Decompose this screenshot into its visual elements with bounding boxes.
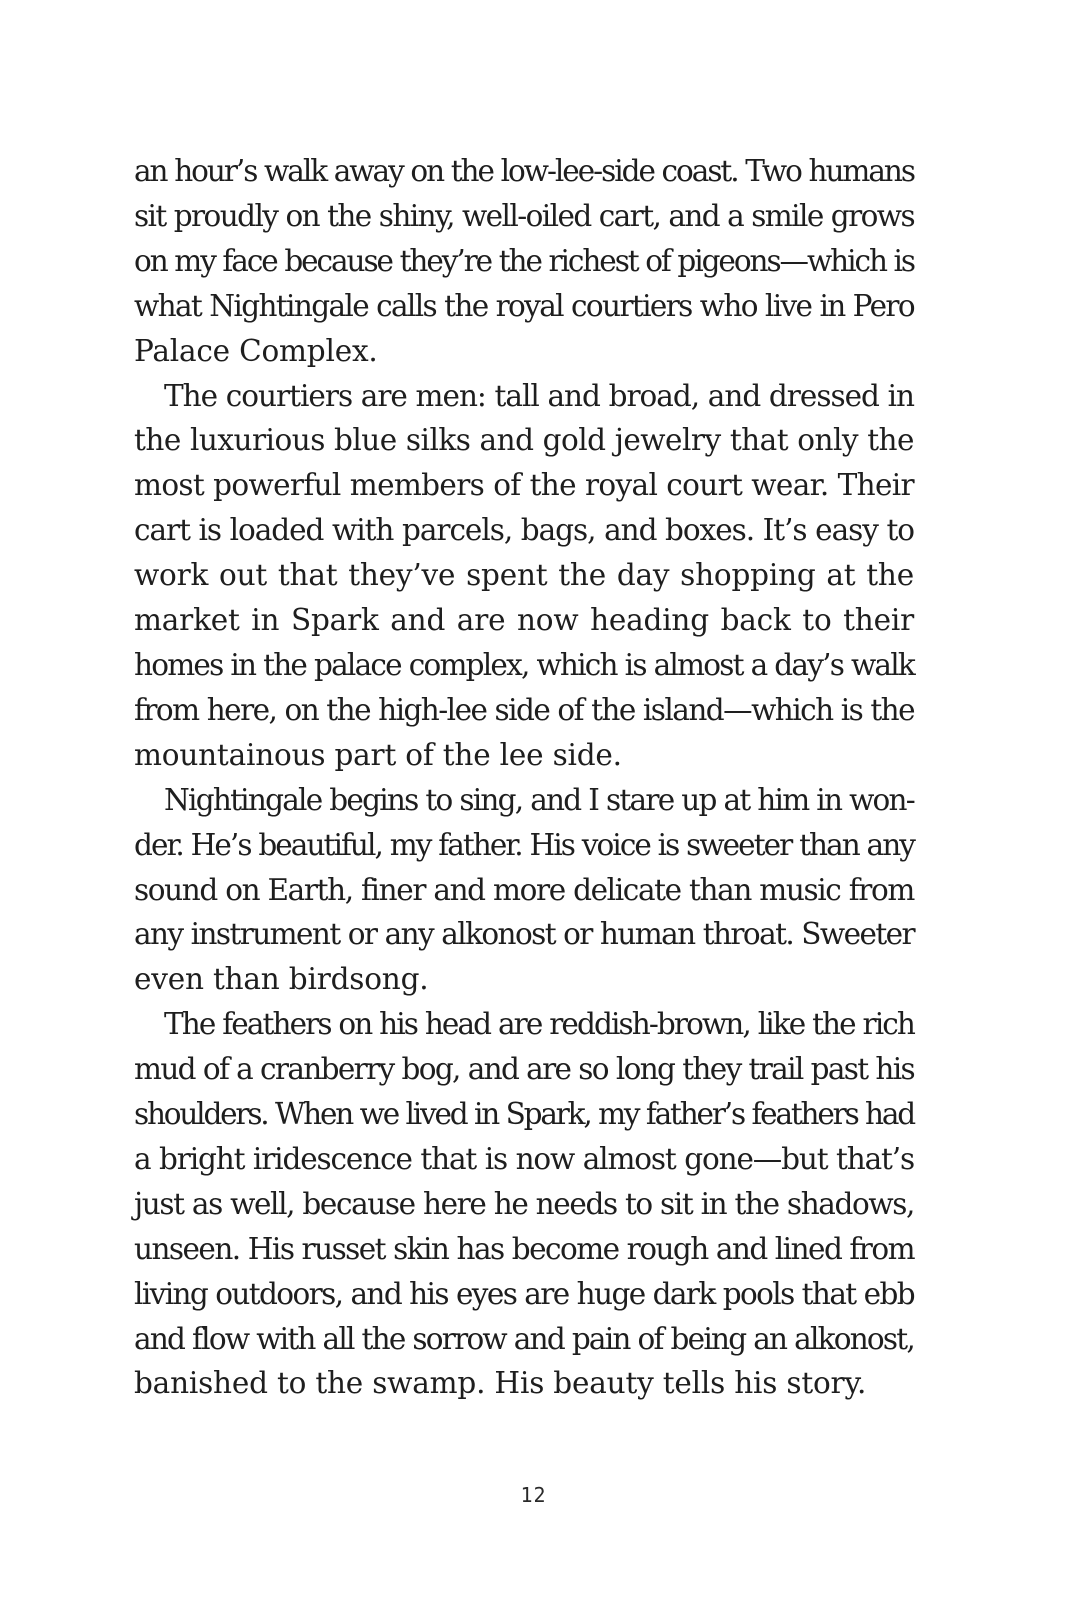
text-line: even than birdsong. — [134, 962, 429, 997]
text-line: any instrument or any alkonost or human throat. Sweeter — [134, 917, 914, 952]
text-line: sound on Earth, finer and more delicate than music from — [134, 872, 914, 907]
text-line: Nightingale begins to sing, and I stare up at him in won- — [164, 782, 914, 817]
text-line: The courtiers are men: tall and broad, and dressed in — [164, 378, 914, 413]
text-line: cart is loaded with parcels, bags, and boxes. It’s easy to — [134, 513, 914, 548]
body-text — [134, 149, 914, 1406]
text-line: a bright iridescence that is now almost gone—but that’s — [134, 1141, 914, 1176]
text-line: just as well, because here he needs to sit in the shadows, — [134, 1186, 914, 1221]
text-line: sit proudly on the shiny, well-oiled cart, and a smile grows — [134, 198, 914, 233]
text-line: on my face because they’re the richest of pigeons—which is — [134, 243, 914, 278]
page-number: 12 — [520, 1483, 547, 1507]
text-line: banished to the swamp. His beauty tells his story. — [134, 1366, 867, 1401]
text-line: mountainous part of the lee side. — [134, 737, 622, 772]
text-line: living outdoors, and his eyes are huge dark pools that ebb — [134, 1276, 914, 1311]
text-line: shoulders. When we lived in Spark, my father’s feathers had — [134, 1097, 914, 1132]
text-line: unseen. His russet skin has become rough and lined from — [134, 1231, 914, 1266]
text-line: mud of a cranberry bog, and are so long they trail past his — [134, 1052, 914, 1087]
text-line: the luxurious blue silks and gold jewelry that only the — [134, 423, 914, 458]
text-line: what Nightingale calls the royal courtiers who live in Pero — [134, 288, 914, 323]
text-line: homes in the palace complex, which is almost a day’s walk — [134, 647, 914, 682]
text-line: Palace Complex. — [134, 333, 378, 368]
paragraph-3 — [134, 778, 914, 1003]
paragraph-1 — [134, 149, 914, 374]
text-line: der. He’s beautiful, my father. His voice is sweeter than any — [134, 827, 914, 862]
text-line: market in Spark and are now heading back to their — [134, 603, 914, 638]
text-line: and flow with all the sorrow and pain of being an alkonost, — [134, 1321, 914, 1356]
text-line: an hour’s walk away on the low-lee-side coast. Two humans — [134, 154, 914, 188]
text-line: work out that they’ve spent the day shopping at the — [134, 558, 914, 593]
text-line: The feathers on his head are reddish-brown, like the rich — [164, 1007, 914, 1042]
text-line: from here, on the high-lee side of the island—which is the — [134, 692, 914, 727]
paragraph-4 — [134, 1002, 914, 1406]
paragraph-2 — [134, 374, 914, 778]
text-line: most powerful members of the royal court wear. Their — [134, 468, 914, 503]
